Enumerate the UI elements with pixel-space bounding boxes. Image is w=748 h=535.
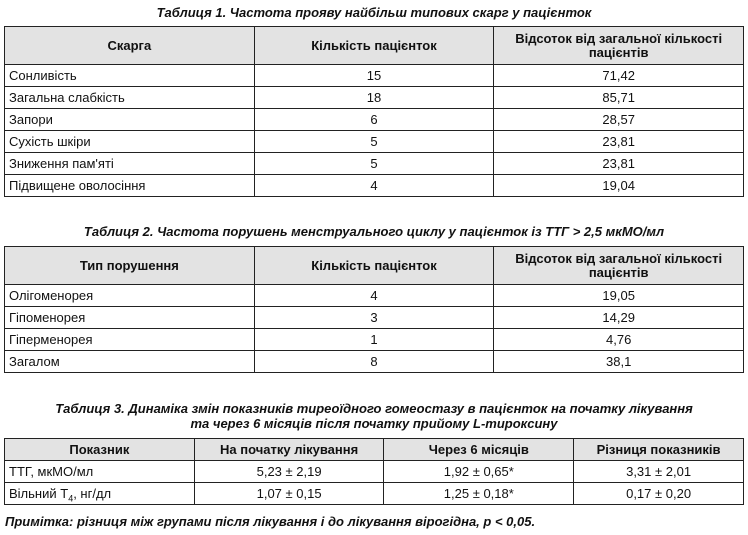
table-cell: 3 [254,307,494,329]
table-row [5,285,744,307]
table-cell: 14,29 [494,307,744,329]
table-cell: 8 [254,351,494,373]
table-cell: 1,92 ± 0,65* [384,461,574,483]
table-cell: Гіперменорея [5,329,255,351]
table-header-row [5,27,744,65]
table-cell: Запори [5,109,255,131]
table-cell: 3,31 ± 2,01 [574,461,744,483]
column-header: Відсоток від загальної кількості пацієнтів [494,27,744,65]
table-row [5,109,744,131]
table-cell: 38,1 [494,351,744,373]
table-cell: Загальна слабкість [5,87,255,109]
table-cell: Сухість шкіри [5,131,255,153]
table2-caption: Таблиця 2. Частота порушень менструального циклу у пацієнток із ТТГ > 2,5 мкМО/мл [83,224,665,239]
table2 [4,246,744,373]
table-cell: 5,23 ± 2,19 [194,461,384,483]
table-header-row [5,247,744,285]
table3-caption-line1: Таблиця 3. Динаміка змін показників тиреоїдного гомеостазу в пацієнток на початку лікування [55,401,693,416]
table-cell: 1 [254,329,494,351]
table-row [5,351,744,373]
table-cell: 15 [254,65,494,87]
table-cell: 5 [254,153,494,175]
table-cell: 19,04 [494,175,744,197]
table3 [4,438,744,505]
table-cell: 4 [254,285,494,307]
table-cell: Вільний $Т_4$, нг/дл [5,483,195,505]
table-cell: 6 [254,109,494,131]
table-row [5,483,744,505]
table-row [5,307,744,329]
column-header: Тип порушення [5,247,255,285]
table-cell: 23,81 [494,153,744,175]
column-header: Кількість пацієнток [254,247,494,285]
table-cell: 5 [254,131,494,153]
table-cell: 19,05 [494,285,744,307]
table-cell: Зниження пам'яті [5,153,255,175]
table-cell: 1,07 ± 0,15 [194,483,384,505]
table-cell: Гіпоменорея [5,307,255,329]
table-row [5,329,744,351]
column-header: Відсоток від загальної кількості пацієнтів [494,247,744,285]
column-header: Різниця показників [574,439,744,461]
table-cell: 4,76 [494,329,744,351]
table-cell: 23,81 [494,131,744,153]
table-row [5,131,744,153]
table-cell: 4 [254,175,494,197]
table-row [5,65,744,87]
column-header: Скарга [5,27,255,65]
table-cell: 18 [254,87,494,109]
table-cell: Загалом [5,351,255,373]
table-cell: Підвищене оволосіння [5,175,255,197]
table-cell: 0,17 ± 0,20 [574,483,744,505]
table-row [5,153,744,175]
table3-caption-line2: та через 6 місяців після початку прийому L-тироксину [190,416,558,431]
column-header: Кількість пацієнток [254,27,494,65]
table-header-row [5,439,744,461]
table-cell: 71,42 [494,65,744,87]
column-header: На початку лікування [194,439,384,461]
table-cell: 1,25 ± 0,18* [384,483,574,505]
table-row [5,461,744,483]
table-row [5,175,744,197]
table-cell: Олігоменорея [5,285,255,307]
table-cell: 85,71 [494,87,744,109]
footnote: Примітка: різниця між групами після лікування і до лікування вірогідна, р < 0,05. [5,514,536,529]
column-header: Показник [5,439,195,461]
table-row [5,87,744,109]
table-cell: 28,57 [494,109,744,131]
table1-caption: Таблиця 1. Частота прояву найбільш типових скарг у пацієнток [156,5,592,20]
column-header: Через 6 місяців [384,439,574,461]
table-cell: ТТГ, мкМО/мл [5,461,195,483]
table-cell: Сонливість [5,65,255,87]
table1 [4,26,744,197]
